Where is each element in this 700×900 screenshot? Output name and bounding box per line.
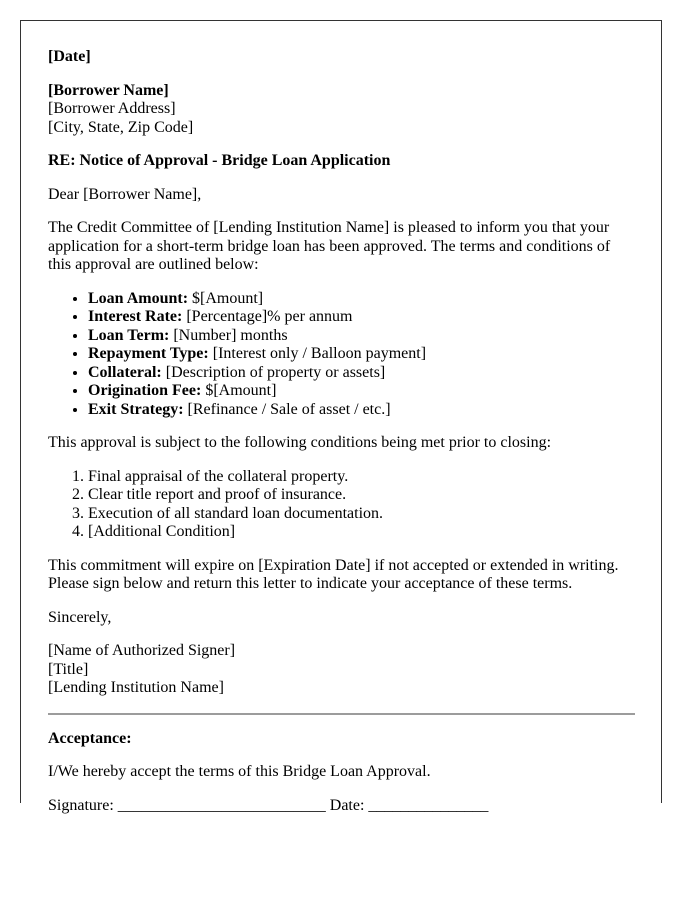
- term-label: Collateral:: [88, 363, 162, 381]
- letter-page: [20, 20, 662, 814]
- signer-title: [Title]: [48, 660, 89, 678]
- term-item-origination-fee: [88, 382, 635, 401]
- divider: [48, 713, 635, 715]
- term-value: [Percentage]% per annum: [182, 308, 353, 325]
- intro-paragraph: The Credit Committee of [Lending Institution Name] is pleased to inform you that your application for a short-term bridge loan has been approved. The terms and conditions of this approval are outlined below:: [48, 219, 611, 273]
- borrower-address: [Borrower Address]: [48, 100, 176, 117]
- acceptance-paragraph: I/We hereby accept the terms of this Bridge Loan Approval.: [48, 763, 431, 780]
- salutation: Dear [Borrower Name],: [48, 185, 202, 203]
- expiration-paragraph: This commitment will expire on [Expiration Date] if not accepted or extended in writing. Please sign below and return this letter to indicate your acceptance of these terms.: [48, 556, 619, 592]
- term-value: [Description of property or assets]: [161, 363, 386, 381]
- borrower-name: [Borrower Name]: [48, 81, 169, 99]
- term-item-loan-term: [88, 327, 635, 346]
- term-label: Repayment Type:: [88, 345, 209, 362]
- condition-item: 1. Final appraisal of the collateral property.: [88, 468, 635, 487]
- condition-item: 4. [Additional Condition]: [88, 523, 635, 542]
- conditions-list: [48, 468, 635, 542]
- recipient-block: [48, 82, 635, 138]
- term-item-exit-strategy: [88, 401, 635, 420]
- term-value: $[Amount]: [201, 382, 277, 399]
- subject-line: RE: Notice of Approval - Bridge Loan Application: [48, 152, 391, 169]
- conditions-intro: This approval is subject to the following conditions being met prior to closing:: [48, 434, 552, 451]
- closing: Sincerely,: [48, 608, 112, 626]
- term-value: [Refinance / Sale of asset / etc.]: [183, 400, 391, 418]
- term-item-collateral: [88, 364, 635, 383]
- condition-item: 3. Execution of all standard loan documentation.: [88, 505, 635, 524]
- term-item-loan-amount: [88, 290, 635, 309]
- acceptance-heading: Acceptance:: [48, 729, 132, 747]
- terms-list: [48, 290, 635, 420]
- signer-block: [48, 642, 635, 698]
- term-item-repayment-type: [88, 345, 635, 364]
- signer-institution: [Lending Institution Name]: [48, 679, 224, 696]
- term-label: Exit Strategy:: [88, 400, 184, 418]
- term-label: Loan Amount:: [88, 289, 189, 307]
- signer-name: [Name of Authorized Signer]: [48, 642, 236, 659]
- borrower-city-state-zip: [City, State, Zip Code]: [48, 118, 194, 136]
- signature-line: Signature: __________________________ Date: _______________: [48, 796, 489, 814]
- term-value: [Number] months: [169, 326, 288, 344]
- condition-item: 2. Clear title report and proof of insurance.: [88, 486, 635, 505]
- date-line: [Date]: [48, 48, 91, 65]
- term-value: [Interest only / Balloon payment]: [208, 345, 427, 362]
- term-item-interest-rate: [88, 308, 635, 327]
- term-label: Interest Rate:: [88, 308, 183, 325]
- term-label: Origination Fee:: [88, 382, 202, 399]
- term-label: Loan Term:: [88, 326, 170, 344]
- term-value: $[Amount]: [188, 289, 264, 307]
